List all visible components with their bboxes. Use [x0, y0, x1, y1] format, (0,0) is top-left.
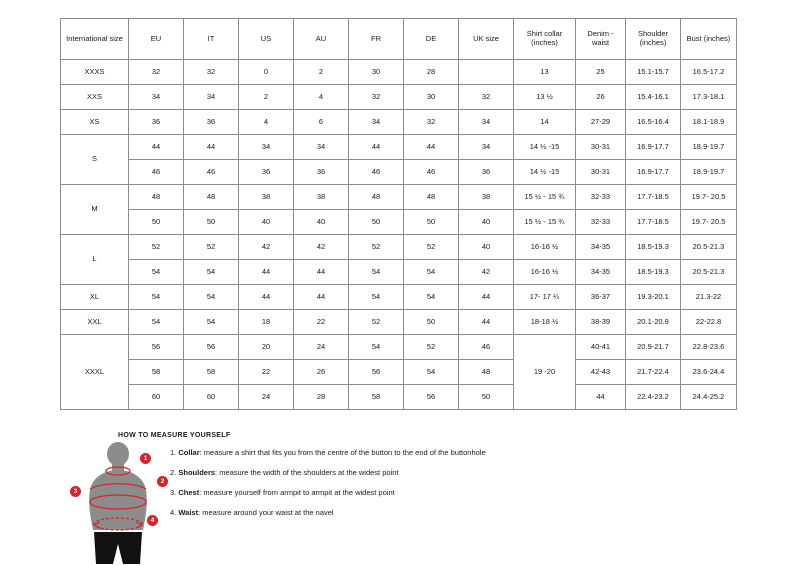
- item-text: : measure a shirt that fits you from the centre of the button to the end of the buttonhole: [199, 448, 486, 457]
- table-cell: 54: [129, 310, 184, 335]
- table-cell: 14 ½ -15: [514, 135, 576, 160]
- table-header: [61, 19, 737, 60]
- how-to-measure-title: HOW TO MEASURE YOURSELF: [118, 432, 231, 439]
- table-cell: 44: [294, 285, 349, 310]
- table-cell: 60: [184, 385, 239, 410]
- table-cell: 27-29: [576, 110, 626, 135]
- table-cell: 26: [294, 360, 349, 385]
- table-cell: 25: [576, 60, 626, 85]
- table-cell: 32: [129, 60, 184, 85]
- table-cell: 52: [184, 235, 239, 260]
- table-row: [61, 110, 737, 135]
- table-cell: [459, 60, 514, 85]
- column-header-eu: EU: [129, 19, 184, 60]
- table-cell: 34: [459, 110, 514, 135]
- how-to-measure-item: [170, 508, 670, 517]
- table-cell: 30-31: [576, 135, 626, 160]
- table-cell: 42: [294, 235, 349, 260]
- table-cell: 20.9-21.7: [626, 335, 681, 360]
- table-cell: 21.3-22: [681, 285, 737, 310]
- table-cell: 13: [514, 60, 576, 85]
- table-cell: 54: [184, 260, 239, 285]
- table-cell: 18.5-19.3: [626, 260, 681, 285]
- size-label-cell: XS: [61, 110, 129, 135]
- column-header-fr: FR: [349, 19, 404, 60]
- table-cell: 54: [184, 285, 239, 310]
- table-cell: 52: [129, 235, 184, 260]
- table-cell: 32: [404, 110, 459, 135]
- table-cell: 19.3-20.1: [626, 285, 681, 310]
- table-cell: 36: [294, 160, 349, 185]
- table-cell: 18-18 ½: [514, 310, 576, 335]
- table-cell: 24.4-25.2: [681, 385, 737, 410]
- table-cell: 34: [184, 85, 239, 110]
- column-header-bust: Bust (inches): [681, 19, 737, 60]
- table-row: [61, 285, 737, 310]
- table-cell: 40: [459, 235, 514, 260]
- table-cell: 24: [294, 335, 349, 360]
- table-cell: 28: [294, 385, 349, 410]
- size-label-cell: M: [61, 185, 129, 235]
- table-cell: 22-22.8: [681, 310, 737, 335]
- table-cell: 2: [239, 85, 294, 110]
- table-cell: 16.9-17.7: [626, 160, 681, 185]
- table-cell: 22: [239, 360, 294, 385]
- table-cell: 44: [459, 285, 514, 310]
- table-cell: 36: [184, 110, 239, 135]
- table-cell: 42-43: [576, 360, 626, 385]
- table-cell: 32-33: [576, 185, 626, 210]
- body-measurement-figure: [60, 440, 180, 566]
- size-label-cell: XXS: [61, 85, 129, 110]
- size-label-cell: L: [61, 235, 129, 285]
- table-cell: 18.5-19.3: [626, 235, 681, 260]
- table-cell: 17.7-18.5: [626, 185, 681, 210]
- table-cell: 26: [576, 85, 626, 110]
- table-cell: 50: [404, 210, 459, 235]
- table-row: [61, 85, 737, 110]
- table-cell: 22: [294, 310, 349, 335]
- size-label-cell: XL: [61, 285, 129, 310]
- table-cell: 46: [459, 335, 514, 360]
- table-cell: 22.4-23.2: [626, 385, 681, 410]
- table-cell: 44: [239, 285, 294, 310]
- table-cell: 56: [129, 335, 184, 360]
- column-header-au: AU: [294, 19, 349, 60]
- table-cell: 22.8-23.6: [681, 335, 737, 360]
- table-cell: 17- 17 ¼: [514, 285, 576, 310]
- table-cell: 14 ½ -15: [514, 160, 576, 185]
- table-cell: 34: [294, 135, 349, 160]
- column-header-international-size: International size: [61, 19, 129, 60]
- column-header-denim-waist: Denim - waist: [576, 19, 626, 60]
- table-cell: 34-35: [576, 260, 626, 285]
- table-cell: 44: [184, 135, 239, 160]
- table-row: [61, 335, 737, 360]
- table-cell: 17.3-18.1: [681, 85, 737, 110]
- table-cell: 2: [294, 60, 349, 85]
- table-cell: 44: [294, 260, 349, 285]
- table-cell: 18: [239, 310, 294, 335]
- column-header-shoulder: Shoulder (inches): [626, 19, 681, 60]
- item-number: 2.: [170, 468, 177, 477]
- item-term: Chest: [178, 488, 200, 497]
- table-cell: 36: [239, 160, 294, 185]
- table-cell: 54: [404, 285, 459, 310]
- table-cell: 34: [239, 135, 294, 160]
- table-cell: 58: [184, 360, 239, 385]
- table-cell: 52: [349, 235, 404, 260]
- item-term: Collar: [178, 448, 200, 457]
- table-cell: 50: [349, 210, 404, 235]
- table-cell: 42: [459, 260, 514, 285]
- table-row: [61, 310, 737, 335]
- table-cell: 46: [349, 160, 404, 185]
- table-cell: 52: [349, 310, 404, 335]
- marker-3-chest: 3: [70, 486, 81, 497]
- table-cell: 4: [294, 85, 349, 110]
- column-header-shirt-collar: Shirt collar (inches): [514, 19, 576, 60]
- item-number: 3.: [170, 488, 177, 497]
- table-cell: 40: [294, 210, 349, 235]
- table-cell: 16-16 ½: [514, 235, 576, 260]
- table-cell: 18.1-18.9: [681, 110, 737, 135]
- table-cell: 19.7- 20.5: [681, 185, 737, 210]
- table-cell: 52: [404, 335, 459, 360]
- table-cell: 34: [459, 135, 514, 160]
- table-cell: 56: [404, 385, 459, 410]
- table-cell: 23.6-24.4: [681, 360, 737, 385]
- table-cell: 44: [404, 135, 459, 160]
- table-cell: 16.5-17.2: [681, 60, 737, 85]
- size-label-cell: S: [61, 135, 129, 185]
- table-cell: 58: [349, 385, 404, 410]
- table-cell: 36: [459, 160, 514, 185]
- size-label-cell: XXXS: [61, 60, 129, 85]
- table-row: [61, 360, 737, 385]
- table-cell: 32: [349, 85, 404, 110]
- table-cell: 54: [404, 360, 459, 385]
- table-row: [61, 160, 737, 185]
- table-cell: 32-33: [576, 210, 626, 235]
- table-cell: 38: [294, 185, 349, 210]
- item-text: : measure around your waist at the navel: [198, 508, 334, 517]
- table-row: [61, 60, 737, 85]
- how-to-measure-item: [170, 468, 670, 477]
- table-cell: 13 ½: [514, 85, 576, 110]
- table-cell: 15.4-16.1: [626, 85, 681, 110]
- table-cell: 16.9-17.7: [626, 135, 681, 160]
- table-row: [61, 235, 737, 260]
- table-cell: 44: [239, 260, 294, 285]
- table-cell: 54: [129, 285, 184, 310]
- table-cell: 38-39: [576, 310, 626, 335]
- table-cell: 50: [459, 385, 514, 410]
- table-cell: 18.9-19.7: [681, 160, 737, 185]
- size-chart-table: [60, 18, 737, 410]
- table-header-row: [61, 19, 737, 60]
- table-cell: 48: [349, 185, 404, 210]
- table-cell: 38: [239, 185, 294, 210]
- table-cell: 20: [239, 335, 294, 360]
- item-number: 1.: [170, 448, 177, 457]
- table-body: [61, 60, 737, 410]
- table-cell: 36-37: [576, 285, 626, 310]
- table-cell: 54: [349, 335, 404, 360]
- table-cell: 34: [349, 110, 404, 135]
- item-text: : measure the width of the shoulders at the widest point: [215, 468, 399, 477]
- table-cell: 46: [404, 160, 459, 185]
- table-cell: 44: [349, 135, 404, 160]
- item-text: : measure yourself from armpit to armpit at the widest point: [199, 488, 395, 497]
- table-cell: 40: [459, 210, 514, 235]
- table-row: [61, 185, 737, 210]
- table-cell: 52: [404, 235, 459, 260]
- table-row: [61, 210, 737, 235]
- table-cell: 48: [459, 360, 514, 385]
- table-cell: 50: [129, 210, 184, 235]
- table-cell: 30: [349, 60, 404, 85]
- table-cell: 54: [129, 260, 184, 285]
- table-cell: 15 ½ - 15 ¾: [514, 185, 576, 210]
- table-cell: 20.1-20.9: [626, 310, 681, 335]
- table-cell: 42: [239, 235, 294, 260]
- table-cell: 38: [459, 185, 514, 210]
- how-to-measure-item: [170, 448, 670, 457]
- how-to-measure-list: [170, 448, 670, 528]
- table-row: [61, 135, 737, 160]
- table-cell: 54: [184, 310, 239, 335]
- marker-1-collar: 1: [140, 453, 151, 464]
- table-cell: 48: [184, 185, 239, 210]
- table-cell: 18.9-19.7: [681, 135, 737, 160]
- table-cell: 54: [349, 260, 404, 285]
- size-label-cell: XXL: [61, 310, 129, 335]
- table-cell: 24: [239, 385, 294, 410]
- size-label-cell: XXXL: [61, 335, 129, 410]
- table-cell: 30: [404, 85, 459, 110]
- table-cell: 14: [514, 110, 576, 135]
- table-cell: 16.5-16.4: [626, 110, 681, 135]
- table-cell: 50: [404, 310, 459, 335]
- table-row: [61, 385, 737, 410]
- table-cell: 19.7- 20.5: [681, 210, 737, 235]
- table-cell: 30-31: [576, 160, 626, 185]
- marker-4-waist: 4: [147, 515, 158, 526]
- table-cell: 20.5-21.3: [681, 235, 737, 260]
- table-cell: 21.7-22.4: [626, 360, 681, 385]
- table-cell: 36: [129, 110, 184, 135]
- table-cell: 19 -20: [514, 335, 576, 410]
- table-cell: 54: [404, 260, 459, 285]
- table-cell: 15 ½ - 15 ¾: [514, 210, 576, 235]
- column-header-it: IT: [184, 19, 239, 60]
- marker-2-shoulders: 2: [157, 476, 168, 487]
- table-cell: 44: [129, 135, 184, 160]
- table-cell: 40: [239, 210, 294, 235]
- item-number: 4.: [170, 508, 177, 517]
- column-header-us: US: [239, 19, 294, 60]
- table-cell: 20.5-21.3: [681, 260, 737, 285]
- item-term: Shoulders: [178, 468, 216, 477]
- table-row: [61, 260, 737, 285]
- table-cell: 54: [349, 285, 404, 310]
- table-cell: 34: [129, 85, 184, 110]
- table-cell: 15.1-15.7: [626, 60, 681, 85]
- table-cell: 32: [184, 60, 239, 85]
- how-to-measure-item: [170, 488, 670, 497]
- table-cell: 46: [184, 160, 239, 185]
- table-cell: 60: [129, 385, 184, 410]
- column-header-de: DE: [404, 19, 459, 60]
- table-cell: 17.7-18.5: [626, 210, 681, 235]
- table-cell: 44: [459, 310, 514, 335]
- item-term: Waist: [178, 508, 199, 517]
- table-cell: 48: [129, 185, 184, 210]
- table-cell: 6: [294, 110, 349, 135]
- table-cell: 32: [459, 85, 514, 110]
- table-cell: 34-35: [576, 235, 626, 260]
- table-cell: 56: [184, 335, 239, 360]
- table-cell: 44: [576, 385, 626, 410]
- table-cell: 0: [239, 60, 294, 85]
- table-cell: 4: [239, 110, 294, 135]
- table-cell: 50: [184, 210, 239, 235]
- table-cell: 46: [129, 160, 184, 185]
- table-cell: 28: [404, 60, 459, 85]
- table-cell: 58: [129, 360, 184, 385]
- column-header-uk-size: UK size: [459, 19, 514, 60]
- table-cell: 40-41: [576, 335, 626, 360]
- table-cell: 16-16 ½: [514, 260, 576, 285]
- table-cell: 56: [349, 360, 404, 385]
- table-cell: 48: [404, 185, 459, 210]
